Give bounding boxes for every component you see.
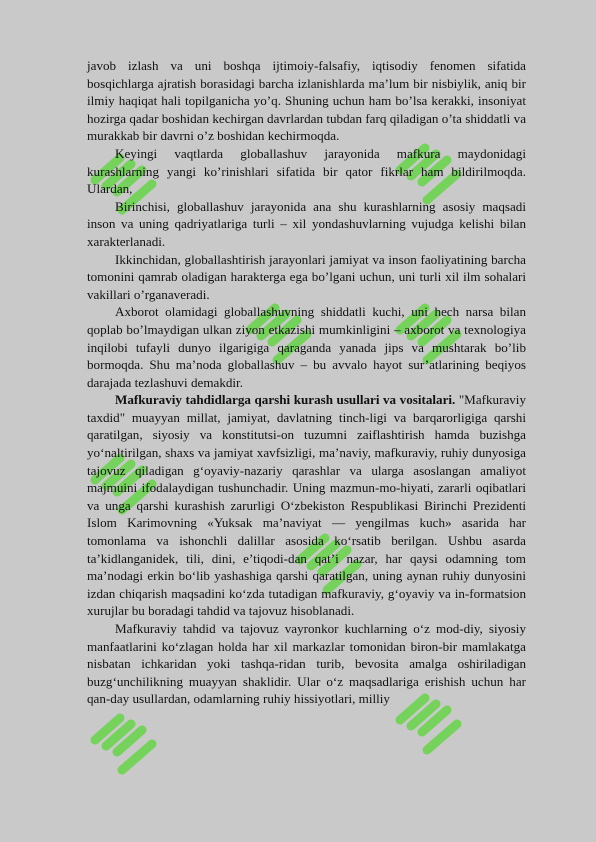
document-body [87, 57, 526, 708]
paragraph-3: Birinchisi, globallashuv jarayonida ana shu kurashlarning asosiy maqsadi inson va uning qadriyatlariga turli – xil yondashuvlarning vujudga kelishi bilan xarakterlanadi. [87, 198, 526, 249]
paragraph-2: Keyingi vaqtlarda globallashuv jarayonida mafkura maydonidagi kurashlarning yangi ko’rinishlari sifatida bir qator fikrlar ham bildirilmoqda. Ulardan, [87, 145, 526, 197]
paragraph-7: Mafkuraviy tahdid va tajovuz vayronkor kuchlarning o‘z mod-diy, siyosiy manfaatlarini ko‘zlagan holda har xil markazlar tomonidan biron-bir mamlakatga nisbatan ichkaridan yoki tashqa-ridan turib, bevosita amalga oshiriladigan buzg‘unchilikning muayyan shaklidir. Ular o‘z maqsadlariga erishish uchun har qan-day usullardan, odamlarning ruhiy hissiyotlari, milliy [87, 621, 526, 707]
section-heading: Mafkuraviy tahdidlarga qarshi kurash usullari va vositalari. [115, 392, 456, 408]
paragraph-4: Ikkinchidan, globallashtirish jarayonlari jamiyat va inson faoliyatining barcha tomonini qamrab oladigan harakterga ega bo’lgani uchun, uni turli xil ilm sohalari vakillari o’rganaveradi. [87, 251, 526, 302]
watermark-mark-7 [95, 718, 152, 770]
paragraph-5: Axborot olamidagi globallashuvning shiddatli kuchi, uni hech narsa bilan qoplab bo’lmaydigan ulkan ziyon etkazishi mumkinligini – axborot va texnologiya inqilobi tufayli dunyo ilgarigiga qaraganda yanada jips va mushtarak bo’lib bormoqda. Shu ma’noda globallashuv – bu avvalo hayot sur’atlarining beqiyos darajada tezlashuvi demakdir. [87, 304, 526, 390]
paragraph-6 [87, 391, 526, 620]
paragraph-1: javob izlash va uni boshqa ijtimoiy-falsafiy, iqtisodiy fenomen sifatida bosqichlarga ajratish borasidagi barcha izlanishlarda ma’lum bir nisbiylik, aniq bir ilmiy haqiqat hali topilganicha yo’q. Shuning uchun ham bo’lsa kerakki, insoniyat hozirga qadar boshidan kechirgan davrlardan tubdan farq qiladigan o’ta shiddatli va murakkab bir davrni o’z boshidan kechirmoqda. [87, 58, 526, 144]
paragraph-6-text: "Mafkuraviy taxdid" muayyan millat, jamiyat, davlatning tinch-ligi va barqarorligiga qarshi qaratilgan, siyosiy va konstitutsi-on tuzumni zaiflashtirish hamda buzishga yo‘naltirilgan, shaxs va jamiyat xavfsizligi, ma’naviy, mafkuraviy, ruhiy dunyosiga tajovuz qiladigan g‘oyaviy-nazariy qarashlar va ularga asoslangan amaliyot majmuini ifodalaydigan tushunchadir. Uning mazmun-mo-hiyati, zararli oqibatlari va unga qarshi kurashish zarurligi O‘zbekiston Respublikasi Birinchi Prezidenti Islom Karimovning «Yuksak ma’naviyat — yengilmas kuch» asarida har tomonlama va ishonchli dalillar asosida ko‘rsatib berilgan. Ushbu asarda ta’kidlanganidek, tili, dini, e’tiqodi-dan qat’i nazar, har qaysi odamning tom ma’nodagi erkin bo‘lib yashashiga qarshi qaratilgan, uning aynan ruhiy dunyosini izdan chiqarish maqsadini ko‘zda tutadigan mafkuraviy, g‘oyaviy va in-formatsion xurujlar bu boradagi tahdid va tajovuz hisoblanadi. [87, 392, 526, 619]
